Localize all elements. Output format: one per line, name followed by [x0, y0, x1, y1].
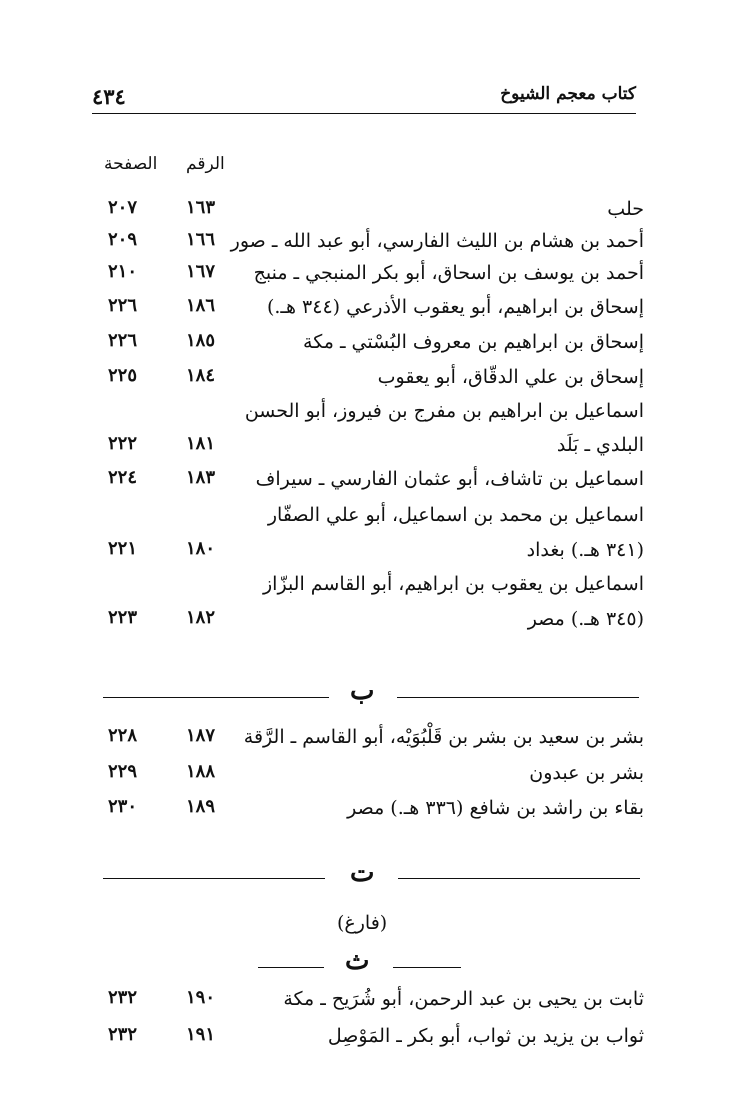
entry-number: ١٨٣: [186, 467, 216, 488]
index-entry: بقاء بن راشد بن شافع (٣٣٦ هـ.) مصر: [347, 797, 644, 819]
section-divider: [397, 697, 639, 698]
index-entry-line: البلدي ـ بَلَد: [556, 434, 644, 456]
index-entry: أحمد بن هشام بن الليث الفارسي، أبو عبد الله ـ صور: [230, 230, 644, 252]
section-divider: [103, 697, 329, 698]
entry-number: ١٨٩: [186, 796, 216, 817]
entry-page: ٢٣٢: [108, 987, 138, 1008]
entry-page: ٢٢٦: [108, 330, 138, 351]
section-letter: ب: [350, 676, 375, 706]
entry-number: ١٨٨: [186, 761, 216, 782]
entry-page: ٢٣٢: [108, 1024, 138, 1045]
entry-page: ٢٢١: [108, 538, 138, 559]
entry-number: ١٨٧: [186, 725, 216, 746]
running-title: كتاب معجم الشيوخ: [500, 84, 636, 104]
index-entry: ثابت بن يحيى بن عبد الرحمن، أبو شُرَيح ـ مكة: [283, 988, 644, 1010]
entry-page: ٢٢٦: [108, 295, 138, 316]
index-entry-line: اسماعيل بن يعقوب بن ابراهيم، أبو القاسم البزّاز: [263, 573, 644, 595]
entry-number: ١٩١: [186, 1024, 216, 1045]
index-entry: إسحاق بن ابراهيم بن معروف البُسْتي ـ مكة: [303, 331, 644, 353]
entry-page: ٢٠٩: [108, 229, 138, 250]
entry-page: ٢٢٤: [108, 467, 138, 488]
page-number: ٤٣٤: [92, 84, 126, 109]
section-divider: [393, 967, 461, 968]
index-entry-line: (٣٤٥ هـ.) مصر: [527, 608, 644, 630]
entry-number: ١٦٣: [186, 197, 216, 218]
entry-page: ٢٢٥: [108, 365, 138, 386]
entry-number: ١٨٠: [186, 538, 216, 559]
entry-number: ١٩٠: [186, 987, 216, 1008]
empty-section-note: (فارغ): [337, 912, 388, 934]
entry-page: ٢٢٢: [108, 433, 138, 454]
index-entry: اسماعيل بن تاشاف، أبو عثمان الفارسي ـ سيراف: [255, 468, 644, 490]
section-divider: [398, 878, 640, 879]
column-heading-number: الرقم: [186, 154, 225, 174]
entry-number: ١٨٦: [186, 295, 216, 316]
entry-page: ٢٠٧: [108, 197, 138, 218]
index-entry: إسحاق بن علي الدقّاق، أبو يعقوب: [377, 366, 644, 388]
index-entry-line: اسماعيل بن ابراهيم بن مفرج بن فيروز، أبو الحسن: [244, 400, 644, 422]
index-entry-line: اسماعيل بن محمد بن اسماعيل، أبو علي الصفّار: [267, 504, 644, 526]
index-entry: بشر بن عبدون: [529, 762, 644, 784]
entry-page: ٢٢٩: [108, 761, 138, 782]
index-entry: حلب: [607, 198, 644, 220]
section-divider: [258, 967, 324, 968]
entry-page: ٢١٠: [108, 261, 138, 282]
entry-number: ١٦٦: [186, 229, 216, 250]
entry-number: ١٦٧: [186, 261, 216, 282]
index-entry-line: (٣٤١ هـ.) بغداد: [526, 539, 644, 561]
index-entry: إسحاق بن ابراهيم، أبو يعقوب الأذرعي (٣٤٤ هـ.): [266, 296, 644, 318]
entry-number: ١٨٤: [186, 365, 216, 386]
section-divider: [103, 878, 325, 879]
entry-page: ٢٢٣: [108, 607, 138, 628]
header-rule: [92, 113, 636, 114]
section-letter: ث: [345, 946, 370, 976]
entry-number: ١٨٢: [186, 607, 216, 628]
entry-number: ١٨١: [186, 433, 216, 454]
entry-page: ٢٣٠: [108, 796, 138, 817]
entry-number: ١٨٥: [186, 330, 216, 351]
index-entry: أحمد بن يوسف بن اسحاق، أبو بكر المنبجي ـ منبج: [253, 262, 644, 284]
column-heading-page: الصفحة: [104, 154, 158, 174]
index-entry: بشر بن سعيد بن بشر بن قَلْبُوَيْه، أبو القاسم ـ الرَّقة: [243, 726, 644, 748]
entry-page: ٢٢٨: [108, 725, 138, 746]
index-entry: ثواب بن يزيد بن ثواب، أبو بكر ـ المَوْصِل: [327, 1025, 644, 1047]
section-letter: ت: [350, 858, 375, 888]
